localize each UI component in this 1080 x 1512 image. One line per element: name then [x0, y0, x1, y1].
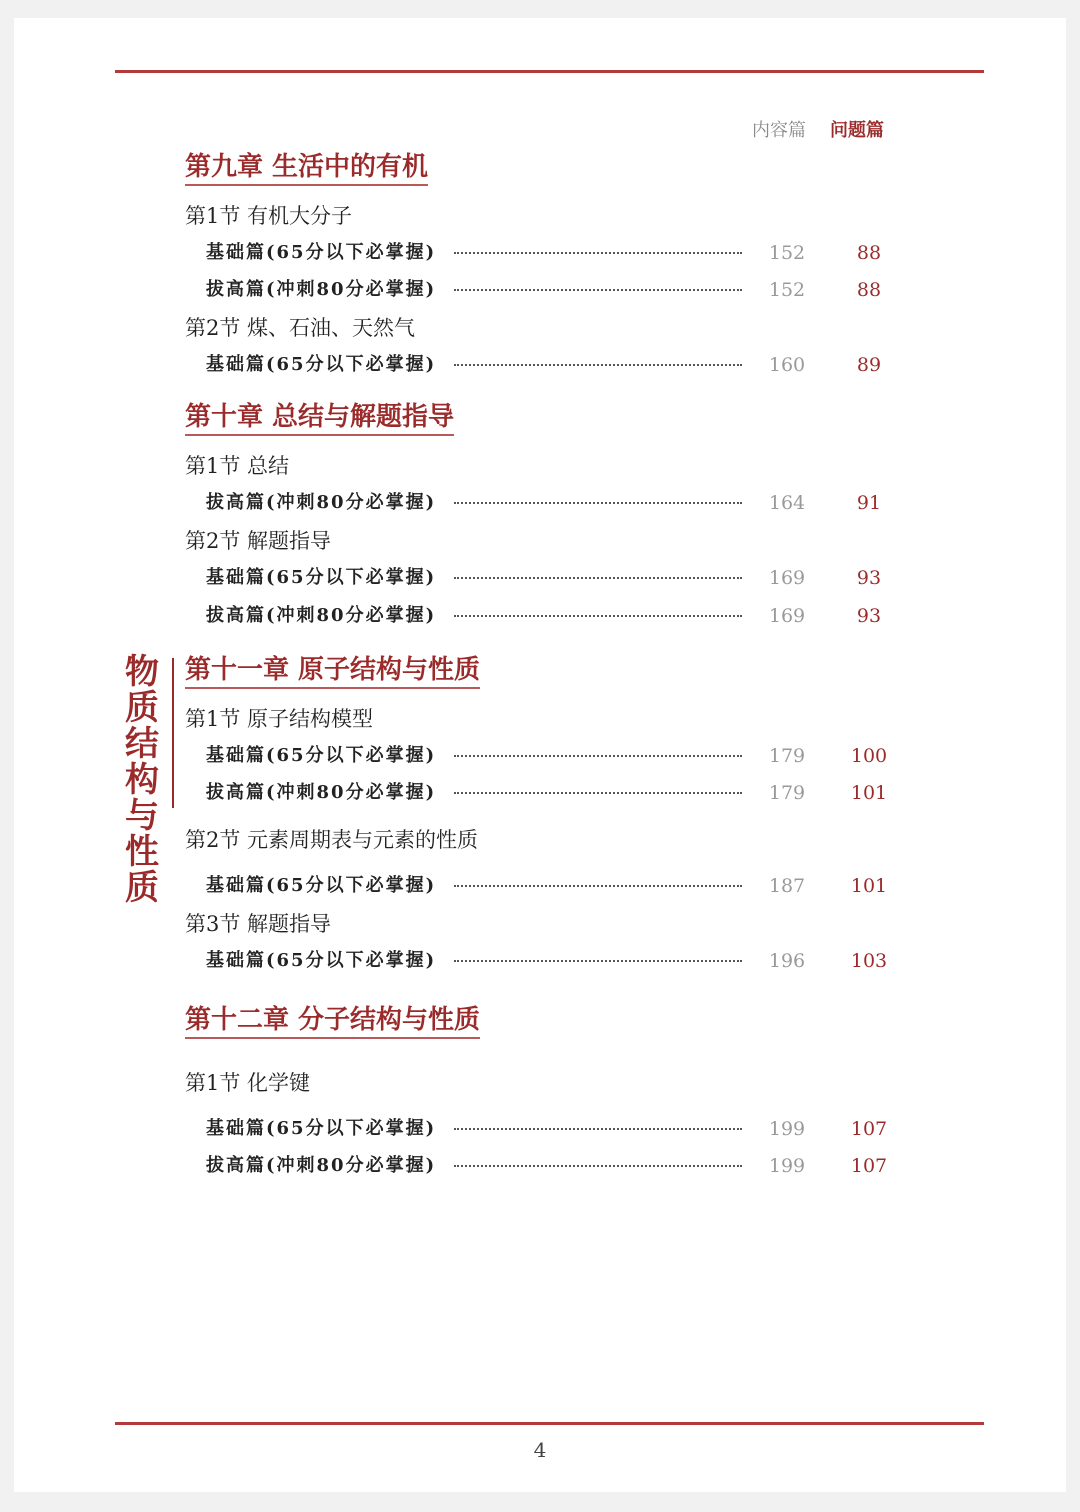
section-title[interactable]: 第3节 解题指导 — [185, 912, 332, 936]
content-page: 179 — [768, 745, 806, 767]
toc-page — [14, 18, 1066, 1492]
chapter-title[interactable]: 第九章 生活中的有机 — [185, 151, 428, 186]
section-title[interactable]: 第1节 有机大分子 — [185, 204, 353, 228]
entry-label: 拔高篇(冲刺80分必掌握) — [206, 605, 437, 626]
entry-label: 基础篇(65分以下必掌握) — [206, 567, 437, 588]
part-title-bar — [172, 658, 174, 808]
dot-leader — [454, 1165, 742, 1167]
content-page: 196 — [768, 950, 806, 972]
toc-entry[interactable] — [206, 1116, 896, 1142]
content-page: 199 — [768, 1155, 806, 1177]
content-page: 160 — [768, 354, 806, 376]
chapter-title[interactable]: 第十二章 分子结构与性质 — [185, 1004, 480, 1039]
toc-entry[interactable] — [206, 743, 896, 769]
dot-leader — [454, 792, 742, 794]
toc-entry[interactable] — [206, 352, 896, 378]
dot-leader — [454, 364, 742, 366]
chapter-title[interactable]: 第十一章 原子结构与性质 — [185, 654, 480, 689]
part-title-vertical: 物质结构与性质 — [125, 652, 159, 908]
dot-leader — [454, 755, 742, 757]
toc-entry[interactable] — [206, 780, 896, 806]
section-title[interactable]: 第2节 元素周期表与元素的性质 — [185, 828, 479, 852]
toc-entry[interactable] — [206, 565, 896, 591]
dot-leader — [454, 1128, 742, 1130]
problem-page: 88 — [856, 279, 882, 301]
toc-entry[interactable] — [206, 1153, 896, 1179]
content-page: 187 — [768, 875, 806, 897]
toc-entry[interactable] — [206, 603, 896, 629]
dot-leader — [454, 885, 742, 887]
section-title[interactable]: 第1节 原子结构模型 — [185, 707, 374, 731]
dot-leader — [454, 960, 742, 962]
content-column-header: 内容篇 — [752, 120, 806, 141]
bottom-rule — [115, 1422, 984, 1425]
entry-label: 基础篇(65分以下必掌握) — [206, 354, 437, 375]
content-page: 179 — [768, 782, 806, 804]
content-page: 164 — [768, 492, 806, 514]
content-page: 169 — [768, 605, 806, 627]
problem-page: 93 — [856, 605, 882, 627]
entry-label: 基础篇(65分以下必掌握) — [206, 242, 437, 263]
chapter-title[interactable]: 第十章 总结与解题指导 — [185, 401, 454, 436]
problem-page: 101 — [850, 875, 888, 897]
toc-entry[interactable] — [206, 490, 896, 516]
problem-page: 101 — [850, 782, 888, 804]
problem-page: 88 — [856, 242, 882, 264]
problem-page: 107 — [850, 1155, 888, 1177]
problem-page: 89 — [856, 354, 882, 376]
dot-leader — [454, 577, 742, 579]
section-title[interactable]: 第1节 化学键 — [185, 1071, 311, 1095]
dot-leader — [454, 289, 742, 291]
content-page: 169 — [768, 567, 806, 589]
problem-page: 93 — [856, 567, 882, 589]
toc-entry[interactable] — [206, 277, 896, 303]
problem-column-header: 问题篇 — [830, 120, 884, 141]
entry-label: 基础篇(65分以下必掌握) — [206, 745, 437, 766]
problem-page: 100 — [850, 745, 888, 767]
entry-label: 拔高篇(冲刺80分必掌握) — [206, 279, 437, 300]
toc-entry[interactable] — [206, 873, 896, 899]
entry-label: 拔高篇(冲刺80分必掌握) — [206, 782, 437, 803]
entry-label: 基础篇(65分以下必掌握) — [206, 875, 437, 896]
content-page: 152 — [768, 242, 806, 264]
section-title[interactable]: 第1节 总结 — [185, 454, 290, 478]
section-title[interactable]: 第2节 解题指导 — [185, 529, 332, 553]
problem-page: 103 — [850, 950, 888, 972]
entry-label: 基础篇(65分以下必掌握) — [206, 950, 437, 971]
page-number: 4 — [533, 1438, 547, 1462]
entry-label: 基础篇(65分以下必掌握) — [206, 1118, 437, 1139]
toc-entry[interactable] — [206, 948, 896, 974]
entry-label: 拔高篇(冲刺80分必掌握) — [206, 492, 437, 513]
entry-label: 拔高篇(冲刺80分必掌握) — [206, 1155, 437, 1176]
dot-leader — [454, 252, 742, 254]
content-page: 199 — [768, 1118, 806, 1140]
section-title[interactable]: 第2节 煤、石油、天然气 — [185, 316, 416, 340]
dot-leader — [454, 502, 742, 504]
problem-page: 91 — [856, 492, 882, 514]
dot-leader — [454, 615, 742, 617]
top-rule — [115, 70, 984, 73]
toc-entry[interactable] — [206, 240, 896, 266]
content-page: 152 — [768, 279, 806, 301]
problem-page: 107 — [850, 1118, 888, 1140]
